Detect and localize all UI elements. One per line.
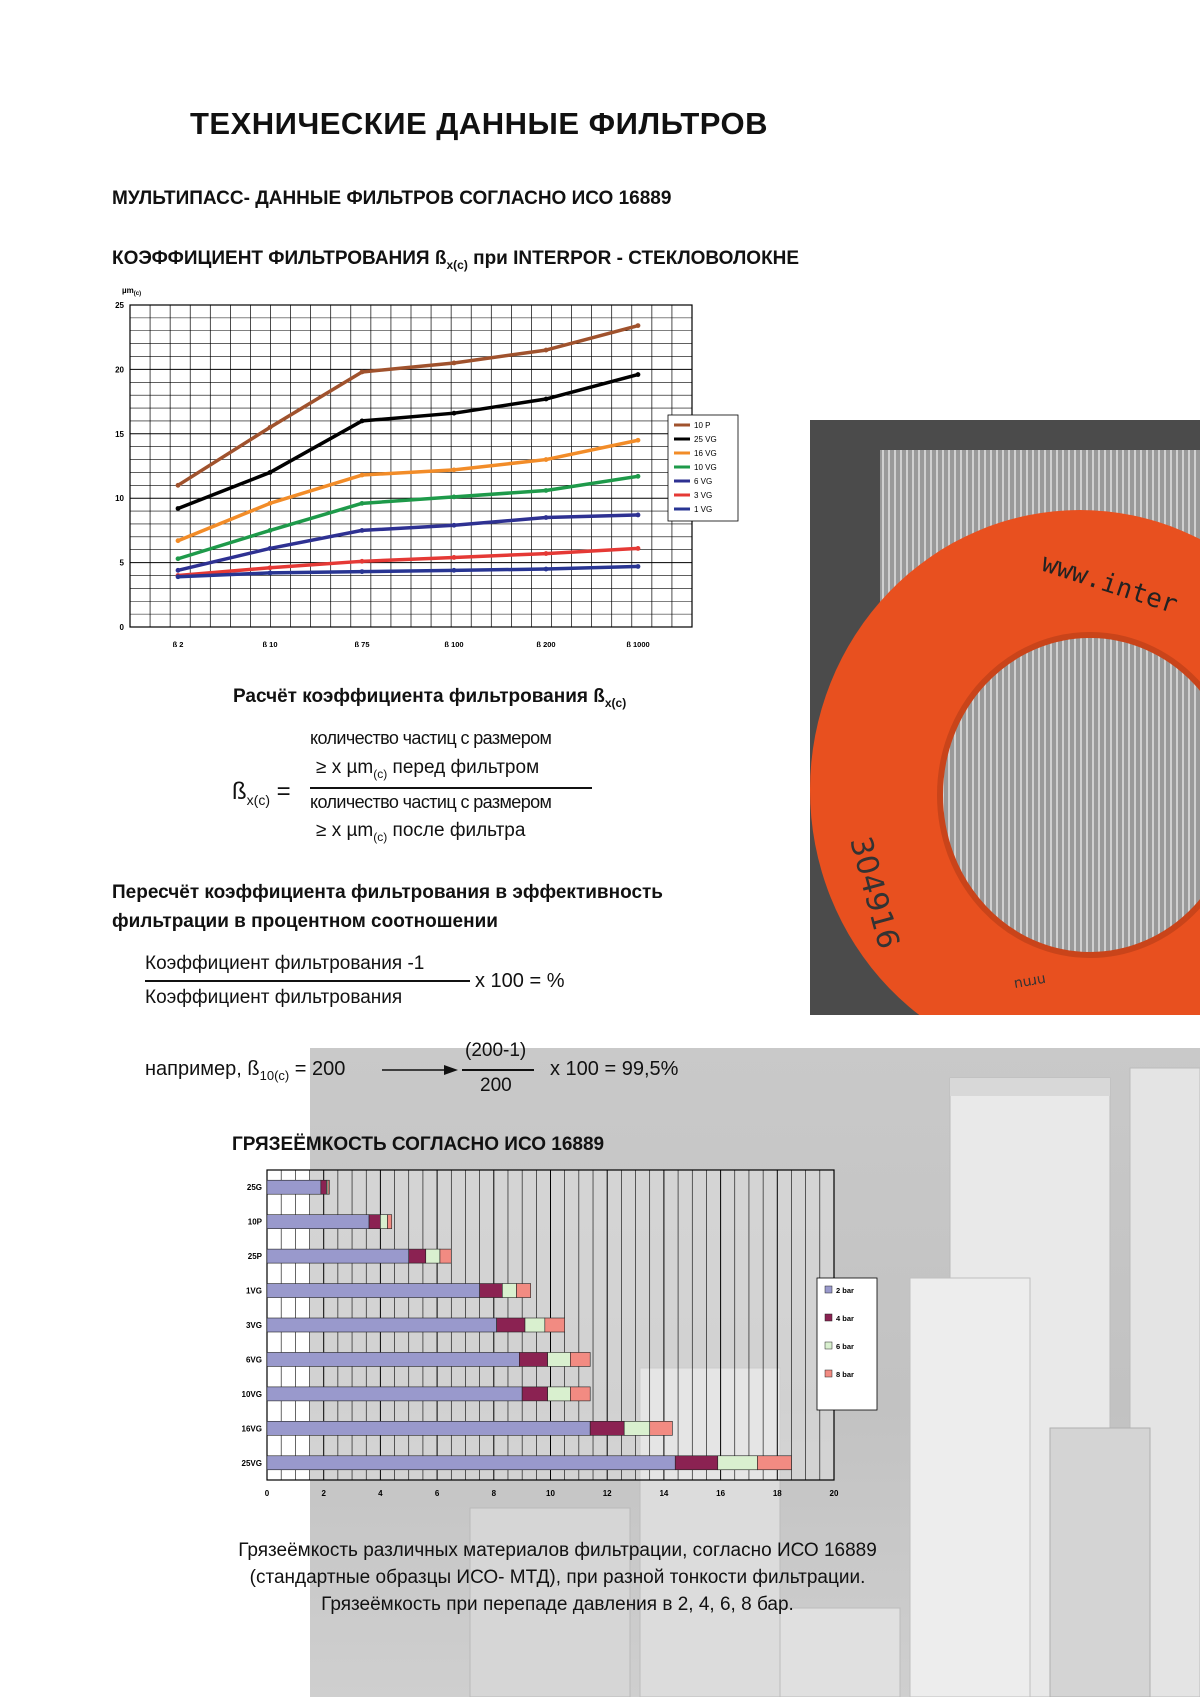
bar-segment-2-bar xyxy=(267,1180,321,1194)
data-point xyxy=(452,495,457,500)
example-denominator: 200 xyxy=(480,1075,512,1096)
dirt-heading: ГРЯЗЕЁМКОСТЬ СОГЛАСНО ИСО 16889 xyxy=(232,1134,605,1155)
y-tick-label: 10P xyxy=(247,1217,262,1227)
y-tick-label: 25G xyxy=(246,1183,262,1193)
photo-code-text: 304916 xyxy=(842,833,906,953)
y-tick-label: 25 xyxy=(115,301,124,310)
x-tick-label: 2 xyxy=(321,1489,326,1498)
y-tick-label: 6VG xyxy=(245,1355,262,1365)
data-point xyxy=(360,473,365,478)
bar-segment-4-bar xyxy=(409,1249,426,1263)
bar-segment-6-bar xyxy=(548,1352,571,1366)
beta-chart-heading: КОЭФФИЦИЕНТ ФИЛЬТРОВАНИЯ $ß_{x(c)}$ при INTERPOR - СТЕКЛОВОЛОКНЕ xyxy=(112,248,800,272)
data-point xyxy=(452,411,457,416)
data-point xyxy=(360,569,365,574)
y-tick-label: 0 xyxy=(119,623,124,632)
dirt-capacity-bar-chart xyxy=(225,1168,890,1508)
data-point xyxy=(544,551,549,556)
data-point xyxy=(268,501,273,506)
bar-segment-4-bar xyxy=(675,1456,718,1470)
data-point xyxy=(636,372,641,377)
data-point xyxy=(452,467,457,472)
bar-segment-6-bar xyxy=(718,1456,758,1470)
bar-segment-8-bar xyxy=(570,1387,590,1401)
y-tick-label: 15 xyxy=(115,429,124,439)
bar-segment-8-bar xyxy=(387,1215,391,1229)
bar-segment-8-bar xyxy=(328,1180,329,1194)
bar-segment-4-bar xyxy=(522,1387,548,1401)
legend-label: 4 bar xyxy=(836,1314,854,1323)
formula-denominator-line1: количество частиц с размером xyxy=(310,792,552,812)
data-point xyxy=(544,348,549,353)
conversion-numerator: Коэффициент фильтрования -1 xyxy=(145,953,425,974)
bar-segment-6-bar xyxy=(548,1387,571,1401)
data-point xyxy=(176,506,181,511)
formula-denominator-line2: ≥ x µm$_{(c)}$ после фильтра xyxy=(316,820,526,844)
legend-swatch xyxy=(825,1286,832,1293)
data-point xyxy=(544,567,549,572)
x-tick-label: 14 xyxy=(659,1489,669,1498)
y-axis-label: µm$_{(c)}$ xyxy=(122,286,142,297)
x-tick-label: ß 10 xyxy=(262,640,278,649)
data-point xyxy=(268,565,273,570)
data-point xyxy=(544,397,549,402)
y-tick-label: 25VG xyxy=(241,1458,262,1468)
legend-label: 3 VG xyxy=(694,491,713,500)
y-tick-label: 20 xyxy=(115,365,124,375)
bar-segment-6-bar xyxy=(426,1249,440,1263)
data-point xyxy=(636,546,641,551)
data-point xyxy=(176,538,181,543)
legend-label: 8 bar xyxy=(836,1370,854,1379)
legend-swatch xyxy=(825,1314,832,1321)
x-tick-label: ß 100 xyxy=(444,640,464,649)
data-point xyxy=(636,474,641,479)
bar-segment-8-bar xyxy=(757,1456,791,1470)
legend-label: 25 VG xyxy=(694,435,717,444)
legend-label: 10 P xyxy=(694,421,711,430)
conversion-fraction-line xyxy=(145,980,470,982)
example-result: x 100 = 99,5% xyxy=(550,1058,679,1080)
bar-segment-2-bar xyxy=(267,1318,497,1332)
data-point xyxy=(636,513,641,518)
bar-segment-2-bar xyxy=(267,1249,409,1263)
data-point xyxy=(452,568,457,573)
photo-url-text: www.inter xyxy=(1037,548,1182,621)
x-tick-label: ß 2 xyxy=(172,640,184,649)
data-point xyxy=(268,528,273,533)
data-point xyxy=(544,457,549,462)
legend-label: 2 bar xyxy=(836,1286,854,1295)
beta-line-chart xyxy=(90,275,750,655)
legend-swatch xyxy=(825,1370,832,1377)
bar-segment-6-bar xyxy=(502,1284,516,1298)
bar-segment-2-bar xyxy=(267,1387,522,1401)
conversion-rhs: x 100 = % xyxy=(475,970,565,992)
caption-line-3: Грязеёмкость при перепаде давления в 2, 4, 6, 8 бар. xyxy=(321,1594,794,1615)
x-tick-label: 4 xyxy=(378,1489,383,1498)
calc-heading: Расчёт коэффициента фильтрования $ß_{x(c)}$ xyxy=(233,686,627,710)
x-tick-label: ß 200 xyxy=(536,640,556,649)
page-subtitle: МУЛЬТИПАСС- ДАННЫЕ ФИЛЬТРОВ СОГЛАСНО ИСО 16889 xyxy=(112,188,672,209)
data-point xyxy=(268,571,273,576)
bar-segment-4-bar xyxy=(590,1421,624,1435)
bar-segment-8-bar xyxy=(650,1421,673,1435)
y-tick-label: 25P xyxy=(247,1252,262,1262)
legend-label: 1 VG xyxy=(694,505,713,514)
bar-segment-4-bar xyxy=(497,1318,525,1332)
data-point xyxy=(268,425,273,430)
bar-segment-8-bar xyxy=(545,1318,565,1332)
bar-segment-2-bar xyxy=(267,1456,675,1470)
bar-segment-4-bar xyxy=(480,1284,503,1298)
data-point xyxy=(636,564,641,569)
legend-label: 6 VG xyxy=(694,477,713,486)
data-point xyxy=(452,555,457,560)
y-tick-label: 16VG xyxy=(241,1424,262,1434)
data-point xyxy=(360,419,365,424)
formula-fraction-line xyxy=(310,787,592,789)
caption-line-1: Грязеёмкость различных материалов фильтрации, согласно ИСО 16889 xyxy=(238,1540,877,1561)
bar-segment-2-bar xyxy=(267,1215,369,1229)
formula-numerator-line2: ≥ x µm$_{(c)}$ перед фильтром xyxy=(316,757,540,781)
data-point xyxy=(176,568,181,573)
legend-label: 16 VG xyxy=(694,449,717,458)
data-point xyxy=(636,323,641,328)
data-point xyxy=(176,556,181,561)
y-tick-label: 10VG xyxy=(241,1389,262,1399)
conversion-denominator: Коэффициент фильтрования xyxy=(145,987,403,1008)
y-tick-label: 10 xyxy=(115,494,124,504)
caption xyxy=(0,1537,1115,1618)
filter-element-photo xyxy=(810,420,1200,1015)
bar-segment-2-bar xyxy=(267,1352,519,1366)
x-tick-label: ß 1000 xyxy=(626,640,650,649)
bar-segment-4-bar xyxy=(321,1180,327,1194)
photo-small-text: nrnu xyxy=(1012,971,1048,993)
bar-segment-2-bar xyxy=(267,1421,590,1435)
x-tick-label: 10 xyxy=(546,1489,555,1498)
bar-segment-8-bar xyxy=(570,1352,590,1366)
example-arrow xyxy=(380,1060,460,1080)
legend-swatch xyxy=(825,1342,832,1349)
legend-label: 6 bar xyxy=(836,1342,854,1351)
data-point xyxy=(268,546,273,551)
data-point xyxy=(360,559,365,564)
formula-lhs: $ß_{x(c)}$ = xyxy=(232,778,291,808)
data-point xyxy=(360,501,365,506)
example-fraction-line xyxy=(462,1069,534,1071)
conversion-heading-1: Пересчёт коэффициента фильтрования в эффективность xyxy=(112,882,663,903)
x-tick-label: 16 xyxy=(716,1489,726,1498)
x-tick-label: 18 xyxy=(772,1489,782,1498)
x-tick-label: 20 xyxy=(829,1489,839,1498)
formula-numerator-line1: количество частиц с размером xyxy=(310,728,552,748)
data-point xyxy=(544,515,549,520)
page-title: ТЕХНИЧЕСКИЕ ДАННЫЕ ФИЛЬТРОВ xyxy=(190,106,769,141)
bar-segment-8-bar xyxy=(440,1249,451,1263)
conversion-heading-2: фильтрации в процентном соотношении xyxy=(112,911,498,932)
bar-segment-6-bar xyxy=(624,1421,650,1435)
caption-line-2: (стандартные образцы ИСО- МТД), при разной тонкости фильтрации. xyxy=(249,1567,866,1588)
data-point xyxy=(176,483,181,488)
data-point xyxy=(452,361,457,366)
bar-segment-6-bar xyxy=(525,1318,545,1332)
data-point xyxy=(360,528,365,533)
x-tick-label: ß 75 xyxy=(354,640,370,649)
legend-label: 10 VG xyxy=(694,463,717,472)
data-point xyxy=(268,470,273,475)
y-tick-label: 1VG xyxy=(245,1286,262,1296)
y-tick-label: 3VG xyxy=(245,1321,262,1330)
data-point xyxy=(360,370,365,375)
data-point xyxy=(452,523,457,528)
example-lhs: например, $ß_{10(c)} = 200$ xyxy=(145,1058,346,1083)
bar-segment-4-bar xyxy=(519,1352,547,1366)
x-tick-label: 8 xyxy=(491,1489,497,1498)
example-numerator: (200-1) xyxy=(465,1040,527,1061)
data-point xyxy=(544,488,549,493)
bar-segment-2-bar xyxy=(267,1284,480,1298)
bar-segment-6-bar xyxy=(380,1215,387,1229)
bar-segment-4-bar xyxy=(369,1215,380,1229)
data-point xyxy=(176,574,181,579)
x-tick-label: 6 xyxy=(434,1489,440,1498)
y-tick-label: 5 xyxy=(119,558,124,568)
bar-segment-8-bar xyxy=(516,1284,530,1298)
x-tick-label: 0 xyxy=(264,1489,270,1498)
x-tick-label: 12 xyxy=(602,1489,612,1498)
data-point xyxy=(636,438,641,443)
